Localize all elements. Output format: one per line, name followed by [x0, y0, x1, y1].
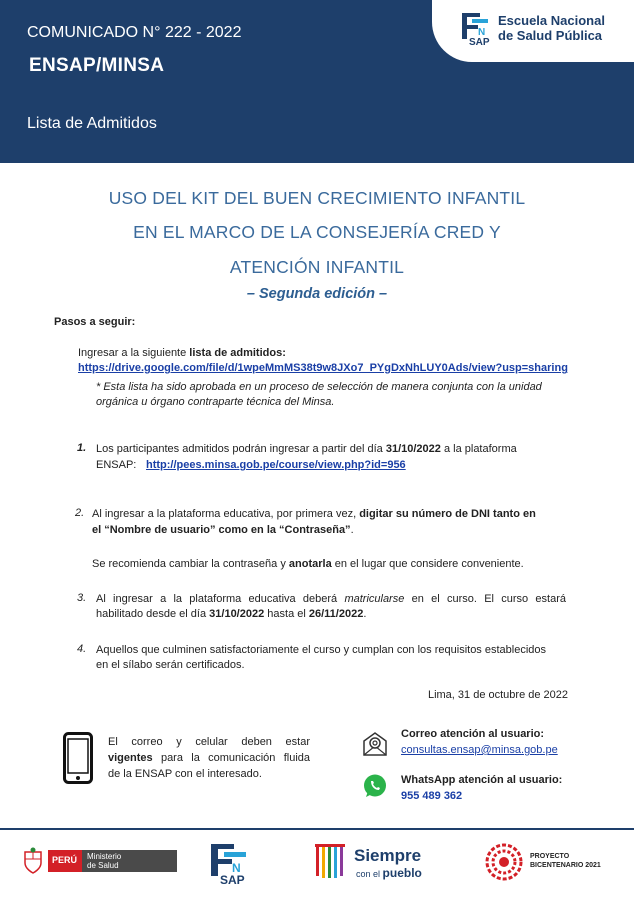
svg-text:N: N [232, 861, 241, 875]
ministerio-box: Ministerio de Salud [82, 850, 177, 872]
item-number: 4. [77, 643, 87, 655]
item-number: 3. [77, 592, 87, 604]
course-title-line-1: USO DEL KIT DEL BUEN CRECIMIENTO INFANTIL [108, 188, 526, 208]
svg-text:SAP: SAP [469, 37, 490, 47]
ensap-footer-logo-icon [206, 840, 250, 886]
header-banner [0, 0, 634, 163]
item-1-line-2: ENSAP: [96, 459, 137, 471]
peru-brand-box: PERÚ [48, 850, 82, 872]
contact-note-line-3: de la ENSAP con el interesado. [108, 768, 262, 780]
bicentenario-emblem-icon [484, 842, 524, 882]
item-2-line-3: Se recomienda cambiar la contraseña y anotarla en el lugar que considere conveniente. [92, 558, 524, 570]
platform-link[interactable]: http://pees.minsa.gob.pe/course/view.php?id=956 [146, 459, 406, 471]
ensap-logo [432, 0, 634, 62]
item-4-line-1: Aquellos que culminen satisfactoriamente el curso y cumplan con los requisitos establecidos [96, 644, 547, 656]
pueblo-text: con el pueblo [356, 866, 422, 880]
date-line: Lima, 31 de octubre de 2022 [427, 689, 568, 701]
contact-note-line-2: vigentes para la comunicación fluida [108, 752, 310, 764]
svg-text:SAP: SAP [220, 873, 245, 886]
course-title-line-2: EN EL MARCO DE LA CONSEJERÍA CRED Y [133, 222, 501, 242]
admitted-list-link[interactable]: https://drive.google.com/file/d/1wpeMmMS38t9w8JXo7_PYgDxNhLUY0Ads/view?usp=sharing [78, 362, 568, 374]
document-subtitle: Lista de Admitidos [27, 115, 157, 132]
mobile-phone-icon [63, 732, 93, 784]
ensap-logo-icon [458, 9, 492, 47]
email-at-icon [362, 731, 388, 757]
steps-heading: Pasos a seguir: [54, 316, 136, 328]
footer-logos [0, 832, 634, 898]
item-1-line-1: Los participantes admitidos podrán ingresar a partir del día 31/10/2022 a la plataforma [96, 443, 517, 455]
ensap-logo-text: Escuela Nacional de Salud Pública [498, 13, 605, 43]
whatsapp-icon [362, 773, 388, 799]
edition-label: – Segunda edición – [246, 286, 388, 302]
bicentenario-text: PROYECTO BICENTENARIO 2021 [530, 853, 601, 869]
siempre-con-el-pueblo-icon [314, 842, 350, 882]
item-2-line-1: Al ingresar a la plataforma educativa, por primera vez, digitar su número de DNI tanto en [92, 508, 536, 520]
approval-note-line-2: orgánica u órgano contraparte técnica del Minsa. [96, 396, 335, 408]
item-4-line-2: en el sílabo serán certificados. [96, 659, 245, 671]
contact-note-line-1: El correo y celular deben estar [108, 736, 310, 748]
footer-divider [0, 828, 634, 830]
course-title-line-3: ATENCIÓN INFANTIL [229, 257, 405, 277]
svg-text:N: N [478, 27, 486, 38]
item-3-line-1: Al ingresar a la plataforma educativa deberá matricularse en el curso. El curso estará [96, 593, 566, 605]
email-label: Correo atención al usuario: [401, 728, 545, 740]
item-3-line-2: habilitado desde el día 31/10/2022 hasta el 26/11/2022. [96, 608, 367, 620]
contact-email-link[interactable]: consultas.ensap@minsa.gob.pe [401, 744, 558, 756]
item-number: 1. [77, 442, 87, 454]
communique-number: COMUNICADO N° 222 - 2022 [27, 24, 242, 41]
approval-note-line-1: * Esta lista ha sido aprobada en un proceso de selección de manera conjunta con la unidad [96, 381, 542, 393]
siempre-text: Siempre [354, 846, 422, 865]
item-number: 2. [75, 507, 85, 519]
organization-name: ENSAP/MINSA [29, 55, 165, 76]
whatsapp-label: WhatsApp atención al usuario: [401, 774, 563, 786]
item-2-line-2: el “Nombre de usuario” como en la “Contraseña”. [92, 524, 354, 536]
intro-line: Ingresar a la siguiente lista de admitidos: [78, 347, 286, 359]
whatsapp-number: 955 489 362 [401, 790, 463, 802]
peru-coat-of-arms-icon [22, 847, 44, 875]
